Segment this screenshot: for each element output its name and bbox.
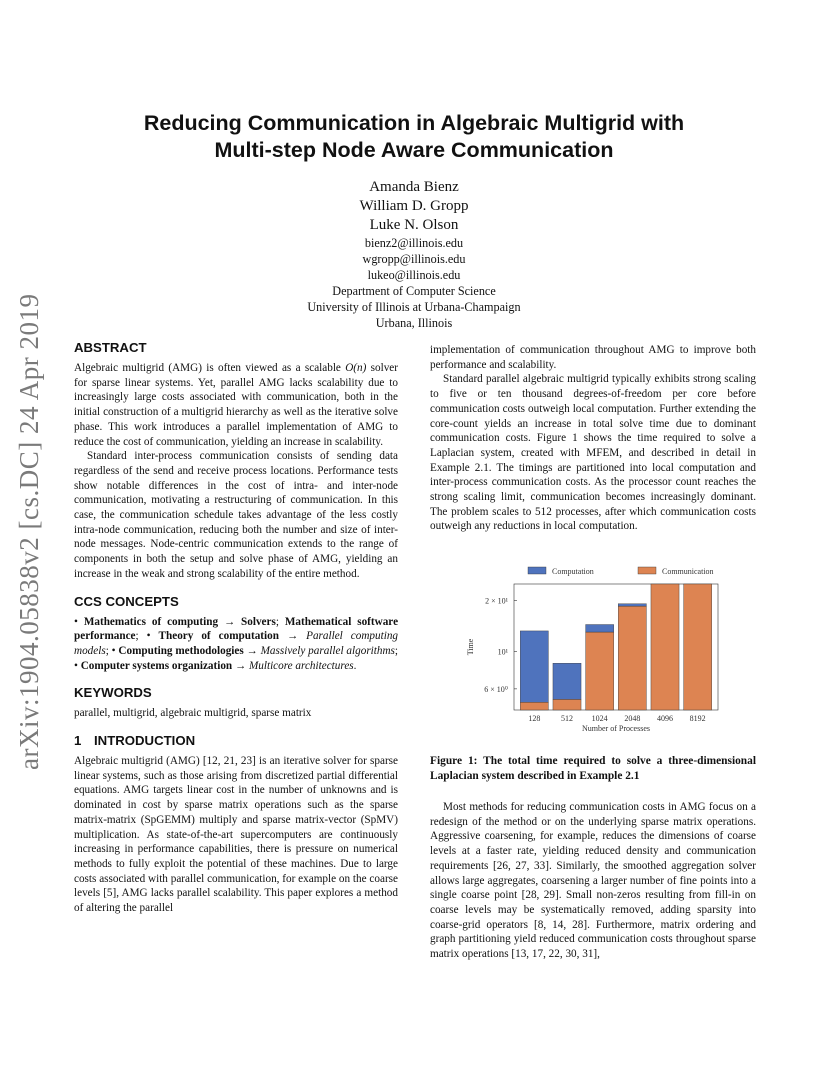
math-on: O(n)	[345, 362, 367, 374]
bar-segment	[553, 699, 581, 710]
y-tick-label: 2 × 10¹	[485, 596, 508, 606]
author-email: wgropp@illinois.edu	[362, 252, 466, 266]
paper-title	[100, 110, 728, 164]
legend-swatch	[638, 567, 656, 574]
affiliation-university: University of Illinois at Urbana-Champaign	[307, 300, 521, 314]
left-column	[74, 340, 398, 916]
figure-1	[436, 560, 756, 740]
affiliation-location: Urbana, Illinois	[375, 316, 453, 330]
x-tick-label: 4096	[657, 714, 673, 723]
bar-segment	[618, 606, 646, 710]
author-name: Luke N. Olson	[369, 217, 459, 233]
title-line-1: Reducing Communication in Algebraic Multigrid with	[143, 111, 685, 135]
x-tick-label: 128	[528, 714, 541, 723]
bar-segment	[520, 702, 548, 710]
x-tick-label: 8192	[689, 714, 706, 723]
x-tick-label: 1024	[591, 714, 608, 723]
affiliation-department: Department of Computer Science	[332, 284, 496, 298]
author-name: William D. Gropp	[359, 198, 469, 214]
y-tick-label: 10¹	[497, 647, 508, 657]
legend-swatch	[528, 567, 546, 574]
bar-segment	[586, 625, 614, 633]
intro-paragraph-continued: implementation of communication throughout AMG to improve both performance and scalability.	[430, 344, 756, 371]
stacked-bar-chart	[436, 560, 756, 740]
title-line-2: Multi-step Node Aware Communication	[214, 138, 614, 162]
author-email: bienz2@illinois.edu	[364, 236, 464, 250]
bar-segment	[684, 584, 712, 710]
bar-segment	[553, 663, 581, 699]
author-name: Amanda Bienz	[369, 179, 459, 195]
right-column	[430, 343, 756, 534]
intro-paragraph-3: Most methods for reducing communication costs in AMG focus on a redesign of the method or on the underlying sparse matrix operations. Aggressive coarsening, for example, reduces the dimensions of coarse levels at a faster rate, yielding reduced density and communication requirements [26, 27, 33]. Similarly, the smoothed aggregation solver allows large aggregates, coarsening a larger number of fine points into a single coarse point [28, 29]. Small non-zeros resulting from fill-in on coarse levels may be systematically removed, adding sparsity into coarse-grid operators [8, 14, 28]. Furthermore, matrix ordering and graph partitioning yield reduced communication costs throughout sparse matrix operations [13, 17, 22, 30, 31],	[430, 801, 756, 961]
ccs-heading: CCS CONCEPTS	[74, 593, 179, 609]
ccs-concepts-text: • Mathematics of computing → Solvers; Mathematical software performance; • Theory of computation → Parallel computing models; • Computing methodologies → Massively parallel algorithms; • Computer systems organization → Multicore architectures.	[74, 615, 399, 672]
introduction-paragraph-1: Algebraic multigrid (AMG) [12, 21, 23] is an iterative solver for sparse linear systems, such as those arising from discretized partial differential equations. AMG targets linear cost in the number of unknowns and is dominated in cost by sparse matrix operations such as the sparse matrix-matrix (SpGEMM) multiply and sparse matrix-vector (SpMV) multiplication. As state-of-the-art supercomputers are continuously increasing in performance capabilities, there is pressure on numerical methods to fully exploit the potential of these machines. Due to large costs associated with parallel communication, for example on the coarse levels [5], AMG lacks parallel scalability. This paper explores a method of altering the parallel	[74, 755, 398, 915]
intro-paragraph-2: Standard parallel algebraic multigrid typically exhibits strong scaling to five or ten thousand degrees-of-freedom per core before communication costs outweigh local computation. Further extending the core-count yields an increase in total solve time due to dominant communication costs. Figure 1 shows the time required to solve a Laplacian system, created with MFEM, and described in detail in Example 2.1. The timings are partitioned into local computation and inter-process communication costs. As the processor count reaches the strong scaling limit, communication becomes increasingly dominant. The problem scales to 512 processes, after which communication costs outweigh any reductions in local computation.	[430, 373, 756, 533]
y-tick-label: 6 × 10⁰	[484, 684, 508, 694]
keywords-text: parallel, multigrid, algebraic multigrid, sparse matrix	[74, 707, 312, 720]
x-tick-label: 512	[561, 714, 573, 723]
abstract-heading: ABSTRACT	[74, 340, 147, 355]
bar-segment	[651, 584, 679, 710]
abstract-paragraph-1: Algebraic multigrid (AMG) is often viewed as a scalable O(n) solver for sparse linear systems. Yet, parallel AMG lacks scalability due to increasingly large costs associated with communication, both in the initial construction of a multigrid hierarchy as well as the iterative solve phase. This work introduces a parallel implementation of AMG to reduce the cost of communication, yielding an increase in scalability.	[74, 362, 399, 448]
bar-segment	[618, 604, 646, 606]
x-axis-label: Number of Processes	[582, 724, 650, 733]
x-tick-label: 2048	[624, 714, 641, 723]
y-axis-label: Time	[466, 638, 475, 656]
author-block	[200, 178, 628, 331]
bar-segment	[520, 631, 548, 702]
introduction-heading: 1 INTRODUCTION	[74, 733, 196, 749]
right-column-lower	[430, 800, 756, 962]
figure-caption: Figure 1: The total time required to solve a three-dimensional Laplacian system described in Example 2.1	[430, 755, 756, 782]
keywords-heading: KEYWORDS	[74, 685, 152, 701]
arxiv-stamp: arXiv:1904.05838v2 [cs.DC] 24 Apr 2019	[14, 293, 44, 770]
legend-label: Communication	[662, 567, 714, 576]
bar-segment	[586, 632, 614, 710]
abstract-paragraph-2: Standard inter-process communication consists of sending data regardless of the send and receive process locations. Performance tests show notable differences in the cost of intra- and inter-node communication, motivating a restructuring of communication. In this case, the communication schedule takes advantage of the less costly intra-node communication, reducing both the number and size of inter-node messages. Node-centric communication extends to the range of components in both the setup and solve phase of AMG, yielding an increase in the weak and strong scalability of the entire method.	[74, 450, 398, 580]
author-email: lukeo@illinois.edu	[367, 268, 461, 282]
legend-label: Computation	[552, 567, 594, 576]
